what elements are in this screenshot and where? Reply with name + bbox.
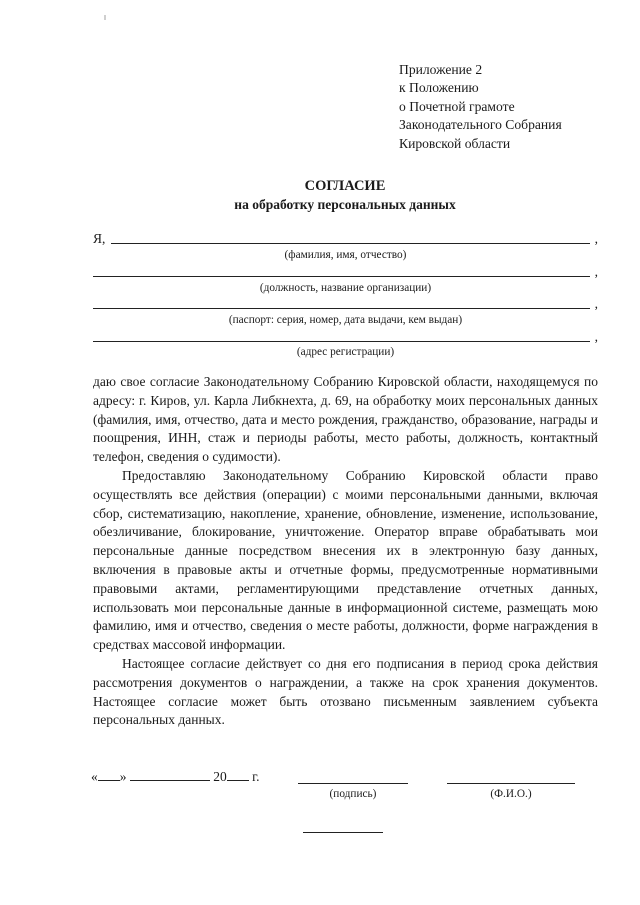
appendix-line: о Почетной грамоте [399, 98, 515, 114]
quote-open: « [91, 769, 98, 784]
paragraph-rights: Предоставляю Законодательному Собранию Кировской области право осуществлять все действия (операции) с моими персональными данными, включая сбор, систематизацию, накопление, хранение, обновление, изменение, использование, обезличивание, блокирование, уничтожение. Оператор вправе обрабатывать мои персональные данные посредством внесения их в электронную базу данных, включения в правовые акты и отчетные формы, предусмотренные нормативными правовыми актами, регламентирующими представление отчетных данных, использовать мои персональные данные в информационной системе, размещать мою фамилию, имя и отчество, сведения о месте работы, должности, форме награждения в средствах массовой информации. [93, 467, 598, 653]
document-subtitle: на обработку персональных данных [234, 197, 456, 212]
fill-row-address [93, 327, 598, 345]
hint-fio: (Ф.И.О.) [490, 788, 532, 800]
blank-day[interactable] [98, 768, 120, 781]
fill-comma: , [594, 231, 598, 246]
appendix-line: Приложение 2 [399, 62, 483, 77]
hint-signature: (подпись) [329, 788, 377, 800]
blank-line-address[interactable] [93, 341, 590, 342]
year-prefix: 20 [213, 769, 227, 784]
fio-line[interactable] [447, 783, 575, 784]
fill-comma: , [594, 296, 598, 311]
blank-line-position[interactable] [93, 276, 590, 277]
document-title: СОГЛАСИЕ [304, 178, 386, 194]
paragraph-validity: Настоящее согласие действует со дня его подписания в период срока действия рассмотрения документов о награждении, а также на срок хранения документов. Настоящее согласие может быть отозвано письменным заявлением субъекта персональных данных. [93, 655, 598, 728]
consent-body [93, 373, 598, 730]
appendix-header [399, 61, 562, 153]
hint-address: (адрес регистрации) [296, 346, 395, 358]
hint-name: (фамилия, имя, отчество) [284, 249, 407, 261]
fill-comma: , [594, 264, 598, 279]
hint-passport: (паспорт: серия, номер, дата выдачи, кем выдан) [228, 314, 463, 326]
blank-year[interactable] [227, 768, 249, 781]
scan-speck [104, 15, 106, 20]
hint-position: (должность, название организации) [259, 282, 432, 294]
appendix-line: к Положению [399, 80, 479, 96]
paragraph-consent: даю свое согласие Законодательному Собранию Кировской области, находящемуся по адресу: г. Киров, ул. Карла Либкнехта, д. 69, на обработку моих персональных данных (фамилия, имя, отчество, дата и место рождения, гражданство, образование, награды и поощрения, ИНН, стаж и периоды работы, место работы, должность, контактный телефон, сведения о судимости). [93, 374, 598, 465]
date-field [91, 768, 260, 785]
blank-line-name[interactable] [111, 243, 590, 244]
fill-lead: Я, [93, 231, 106, 246]
fill-comma: , [594, 329, 598, 344]
blank-line-passport[interactable] [93, 308, 590, 309]
fill-row-passport [93, 294, 598, 312]
signature-line[interactable] [298, 783, 408, 784]
fill-row-name [93, 229, 598, 247]
fill-row-position [93, 262, 598, 280]
year-suffix: г. [252, 769, 260, 784]
closing-line [303, 832, 383, 833]
appendix-line: Кировской области [399, 135, 511, 151]
quote-close: » [119, 769, 127, 784]
appendix-line: Законодательного Собрания [399, 117, 562, 133]
blank-month[interactable] [130, 768, 210, 781]
